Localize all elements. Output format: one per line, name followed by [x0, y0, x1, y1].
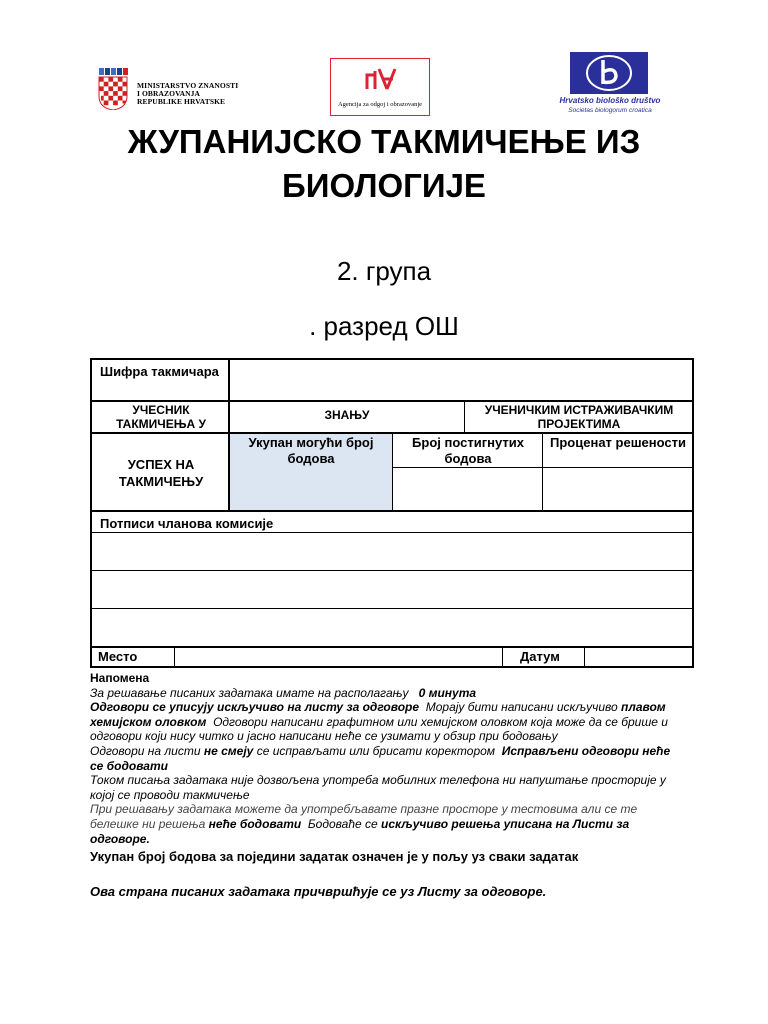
- note-time-value: 0 минута: [418, 685, 477, 700]
- society-emblem: [570, 52, 648, 94]
- note-fix-pre: Одговори на листи: [90, 743, 201, 758]
- agency-caption: Agencija za odgoj i obrazovanje: [337, 101, 423, 108]
- signature-line-3[interactable]: [92, 609, 692, 646]
- note-space-pre: При решавању задатака можете да употребљавате празне просторе у тестовима али се те белешке ни решења: [90, 802, 638, 831]
- group-label: 2. група: [336, 256, 432, 286]
- ministry-line-2: I OBRAZOVANJA: [137, 89, 201, 98]
- total-points-label: Укупан могући број бодова: [248, 435, 374, 466]
- participant-label: [96, 403, 226, 431]
- title-line-1: ЖУПАНИЈСКО ТАКМИЧЕЊЕ ИЗ: [127, 123, 641, 160]
- note-pen-bold: плавом хемијском оловком: [90, 700, 666, 729]
- contestant-code-field[interactable]: [232, 362, 690, 398]
- achieved-points-label: Број постигнутих бодова: [412, 435, 524, 466]
- date-field[interactable]: [586, 648, 692, 666]
- place-label: Место: [98, 649, 138, 664]
- knowledge-option-text: ЗНАЊУ: [324, 408, 370, 422]
- note-pen-rest: Одговори написани графитном или хемијском оловком која може да се брише и одговори који нису читко и јасно написани неће се узимати у обзир при бодовању: [90, 714, 668, 744]
- note-answers-rest: Морају бити написани искључиво: [425, 700, 618, 715]
- note-space: [90, 802, 680, 846]
- note-fix-mid: се исправљати или брисати коректором: [256, 743, 496, 758]
- note-answers: [90, 700, 680, 744]
- percent-label: Проценат решености: [550, 435, 686, 450]
- signature-line-2[interactable]: [92, 571, 692, 608]
- ministry-name: [137, 82, 238, 106]
- note-space-bold: неће бодовати: [208, 816, 302, 831]
- note-fix-end: Исправљени одговори неће се бодовати: [90, 743, 671, 773]
- title-line-2: БИОЛОГИЈЕ: [282, 167, 486, 204]
- achieved-points-field[interactable]: [394, 468, 542, 510]
- place-field[interactable]: [176, 648, 502, 666]
- ministry-line-1: MINISTARSTVO ZNANOSTI: [137, 81, 239, 90]
- note-correction: [90, 744, 680, 773]
- signatures-label: Потписи чланова комисије: [100, 516, 274, 531]
- knowledge-option[interactable]: [232, 408, 462, 422]
- contestant-form: [90, 358, 694, 668]
- society-logo: [550, 52, 670, 116]
- grade-label: . разред ОШ: [309, 311, 459, 341]
- note-space-end: искључиво решења уписана на Листи за одговоре.: [90, 816, 630, 846]
- signature-line-1[interactable]: [92, 533, 692, 570]
- note-answers-bold: Одговори се уписују искључиво на листу за одговоре: [90, 700, 420, 715]
- note-space-mid: Бодоваће се: [307, 816, 378, 831]
- ministry-line-3: REPUBLIKE HRVATSKE: [137, 97, 226, 106]
- note-fix-bold: не смеју: [203, 743, 254, 758]
- note-phones: Током писања задатака није дозвољена употреба мобилних телефона ни напуштање просторије у којој се проводи такмичење: [90, 773, 666, 802]
- note-time-text: За решавање писаних задатака имате на располагању: [90, 685, 409, 700]
- agency-logo: [330, 58, 430, 116]
- croatian-coat-of-arms-icon: [95, 68, 131, 110]
- note-time: [90, 686, 680, 701]
- participant-label-text: УЧЕСНИК ТАКМИЧЕЊА У: [116, 403, 206, 431]
- society-b-icon: [570, 52, 648, 94]
- notes-heading: Напомена: [90, 671, 150, 685]
- total-points-note: Укупан број бодова за поједини задатак означен је у пољу уз сваки задатак: [90, 849, 579, 864]
- success-label: УСПЕХ НА ТАКМИЧЕЊУ: [118, 457, 204, 489]
- society-name: Hrvatsko biološko društvo: [559, 96, 661, 105]
- date-label: Датум: [520, 649, 560, 664]
- attach-note: Ова страна писаних задатака причвршћује се уз Листу за одговоре.: [90, 884, 547, 899]
- ministry-logo: [95, 68, 255, 110]
- contestant-code-label: Шифра такмичара: [100, 364, 219, 379]
- projects-option[interactable]: УЧЕНИЧКИМ ИСТРАЖИВАЧКИМ ПРОЈЕКТИМА: [484, 403, 674, 431]
- instructions: [90, 671, 680, 846]
- society-latin-name: Societas biologorum croatica: [568, 107, 652, 114]
- percent-field[interactable]: [544, 468, 692, 510]
- agency-mark-icon: [365, 67, 397, 91]
